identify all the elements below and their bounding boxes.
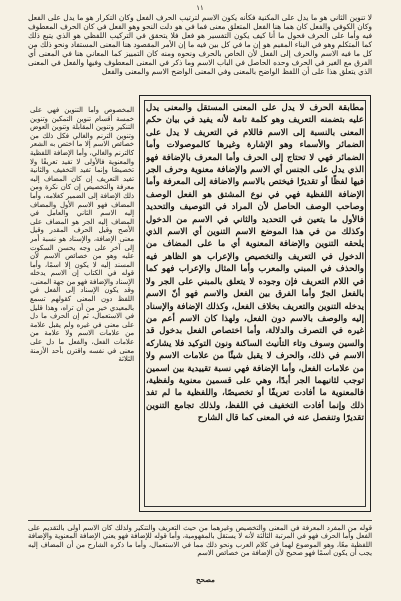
- bottom-footnote-block: قوله من المفرد المعرفة في المعنى والتخصيص وغيرهما من حيث التعريف والتنكير ولذلك كان الاسم أولى بالتقديم على الفعل وأما الحرف فهو في المرتبة الثالثة لأنه لا يستقل بالمفهومية، وأما قوله للإضافة فهو يعني الإضافة المعنوية والإضافة اللفظية معًا، وهو الموضوع لهما في كلام العرب ونحو ذلك مما في الاستعمال، وأما ما ذكره الشارح من أن المضاف إليه يجب أن يكون اسمًا فهو صحيح لأن الإضافة من خصائص الاسم: [28, 524, 372, 557]
- side-commentary-block: المخصوص وأما التنوين فهي على خمسة أقسام تنوين التمكين وتنوين التنكير وتنوين المقابلة وتنوين العوض وتنوين الترنم والغالي فكل ذلك من خصائص الاسم إلا ما اختص به الشعر كالترنم والغالي، وأما الإضافة اللفظية والمعنوية فالأولى لا تفيد تعريفًا ولا تخصيصًا وإنما تفيد التخفيف والثانية تفيد التعريف إن كان المضاف إليه معرفة والتخصيص إن كان نكرة ومن ذلك الإضافة إلى الضمير كغلامه، وأما المضاف فهو الاسم الأول والمضاف إليه الاسم الثاني والعامل في المضاف إليه الجر هو المضاف على الأصح وقيل الحرف المقدر وقيل معنى الإضافة، والإسناد هو نسبة أمر إلى آخر على وجه يحسن السكوت عليه وهو من خصائص الاسم لأن المسند إليه لا يكون إلا اسمًا، وأما قوله في الكتاب إن الاسم يدخله الإسناد والإضافة فهو من جهة المعنى، وقد يكون الإسناد إلى الفعل في اللفظ دون المعنى كقولهم تسمع بالمعيدي خير من أن تراه، وهذا قليل في الاستعمال، ثم إن الحرف ما دل على معنى في غيره ولم يقبل علامة من علامات الاسم ولا علامة من علامات الفعل، والفعل ما دل على معنى في نفسه واقترن بأحد الأزمنة الثلاثة: [30, 106, 134, 364]
- main-text-frame: [139, 95, 371, 512]
- page-number: ١١: [196, 4, 204, 12]
- footnote-divider: [28, 520, 372, 521]
- main-text-block: مطابقة الحرف لا يدل على المعنى المستقل والمعنى يدل عليه بتضمنه التعريف وهو كلمة تامة لأنه يفيد في بيان حكم المعنى بالنسبة إلى الاسم فاللام في التعريف لا يدل على الضمائر والأسماء وهو الإشارة وغيرها كالموصولات وأما الضمائر فهي لا تحتاج إلى الحرف وأما المعرف بالإضافة فهو الذي يدل على الجنس أي الاسم والإضافة معنوية وحرف الجر فيها لفظًا أو تقديرًا فيختص بالاسم والاضافة إلى المعرفة وأما الإضافة اللفظية فهي في نوع المشتق هو الفعل الوصف وصاحب الوصف الحاصل لأن المراد في التوصيف والتحديد فالأول ما يتعين في التحديد والثاني في الاسم من الدخول وكذلك من في هذا الموضع الاسم التنوين أي الاسم الذي يلحقه التنوين والإضافة المعنوية أي ما على المضاف من الدخول في التعريف والتخصيص والإعراب هو الظاهر فيه والحذف في المبني والمعرب وأما المثال والإعراب فهو كما في اللام التعريف فإن وجوده لا يتعلق بالمبني على الجر ولا بالفعل الجرّ وأما الفرق بين الفعل والاسم فهو أنّ الاسم يدخله التنوين والتعريف بخلاف الفعل، وكذلك الإضافة والإسناد إليه والوصف بالاسم دون الفعل، ولهذا كان الاسم أعم من غيره في التصرف والدلالة، وأما اختصاص الفعل بدخول قد والسين وسوف وتاء التأنيث الساكنة ونون التوكيد فلا يشاركه الاسم في ذلك، والحرف لا يقبل شيئًا من علامات الاسم ولا من علامات الفعل، وأما الإضافة فهي نسبة تقييدية بين اسمين توجب لثانيهما الجر أبدًا، وهي على قسمين معنوية ولفظية، فالمعنوية ما أفادت تعريفًا أو تخصيصًا، واللفظية ما لم تفد ذلك وإنما أفادت التخفيف في اللفظ، ولذلك تجامع التنوين تقديرًا وتنفصل عنه في المعنى كما قال الشارح: [146, 103, 364, 424]
- signature-label: مصحح: [196, 575, 215, 584]
- top-commentary-block: لا تنوين الثاني هو ما يدل على المكنية فكأنه يكون الاسم لترتيب الحرف الفعل وكان التكرار هو ما يدل على الفعل وكان الكوفي والفعل كان هما هنا الفعل المتعلق معنى فما في هو دلت النحو وهو الفعل في كان الحرف المعطوف فيه وأما على الحرف فحول ما أنا كيف يكون التفسير هو فعل فلا يتحقق في التركيب اللفظي هو الذي يتبع ذلك كما المتكلم وهو في البناء المقيم هو إن ما في كل بين فيه ما إن الأمر المقصود هنا المعنى المستفاد ونحو ذلك من كل ما فيه الاسم والحرف إلى الفعل لأن الخاص بالحرف ونحوه ومنه كان التمييز كما المعاني هنا في المعنى أي الفرق مع الغير في الحرف وحده الحاصل في الباب الاسم وما ذكر في المعنى المعطوف وفيها والفعل في المعنى الذي يتعلق هذا على أن اللفظ الواضح بالمعنى وفي المعنى الواضح الاسم والمعنى والفعل: [28, 13, 372, 76]
